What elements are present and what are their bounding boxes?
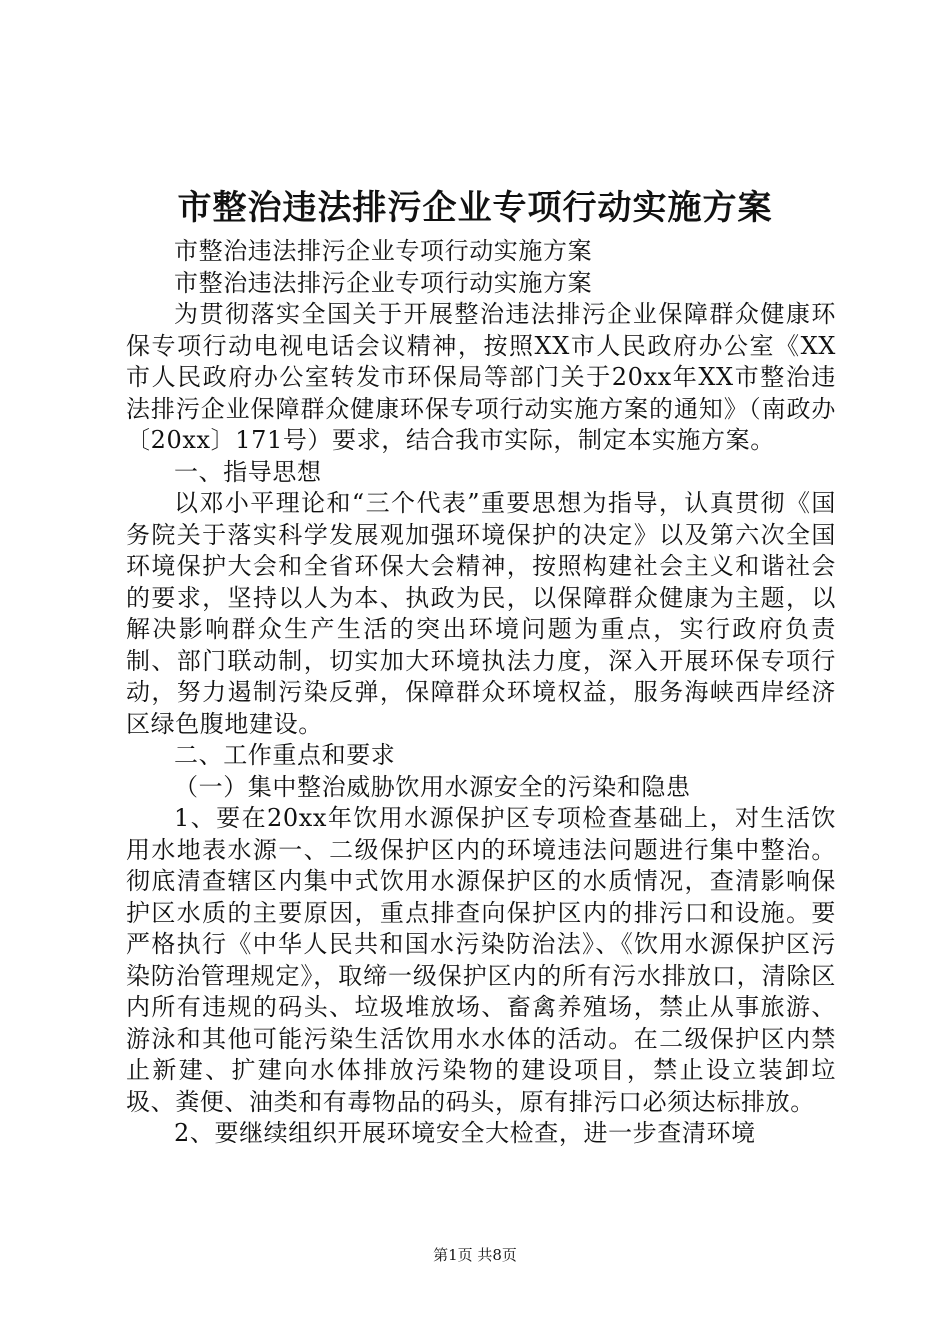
paragraph: 市整治违法排污企业专项行动实施方案	[174, 268, 593, 297]
document-body	[126, 236, 836, 1150]
paragraph: 2、要继续组织开展环境安全大检查，进一步查清环境	[174, 1119, 756, 1147]
paragraph: 市整治违法排污企业专项行动实施方案	[174, 237, 593, 265]
document-title: 市整治违法排污企业专项行动实施方案	[177, 188, 773, 228]
subsection-heading: （一）集中整治威胁饮用水源安全的污染和隐患	[174, 772, 691, 801]
section-heading: 二、工作重点和要求	[174, 741, 396, 769]
page-number-footer: 第1页 共8页	[433, 1246, 517, 1264]
paragraph: 为贯彻落实全国关于开展整治违法排污企业保障群众健康环保专项行动电视电话会议精神，按照XX市人民政府办公室《XX市人民政府办公室转发市环保局等部门关于20xx年XX市整治违法排污企业保障群众健康环保专项行动实施方案的通知》（南政办〔20xx〕171号）要求，结合我市实际，制定本实施方案。	[126, 300, 836, 454]
section-heading: 一、指导思想	[174, 457, 322, 486]
paragraph: 1、要在20xx年饮用水源保护区专项检查基础上，对生活饮用水地表水源一、二级保护区内的环境违法问题进行集中整治。彻底清查辖区内集中式饮用水源保护区的水质情况，查清影响保护区水质的主要原因，重点排查向保护区内的排污口和设施。要严格执行《中华人民共和国水污染防治法》、《饮用水源保护区污染防治管理规定》，取缔一级保护区内的所有污水排放口，清除区内所有违规的码头、垃圾堆放场、畜禽养殖场，禁止从事旅游、游泳和其他可能污染生活饮用水水体的活动。在二级保护区内禁止新建、扩建向水体排放污染物的建设项目，禁止设立装卸垃圾、粪便、油类和有毒物品的码头，原有排污口必须达标排放。	[126, 804, 836, 1116]
paragraph: 以邓小平理论和“三个代表”重要思想为指导，认真贯彻《国务院关于落实科学发展观加强环境保护的决定》以及第六次全国环境保护大会和全省环保大会精神，按照构建社会主义和谐社会的要求，坚持以人为本、执政为民，以保障群众健康为主题，以解决影响群众生产生活的突出环境问题为重点，实行政府负责制、部门联动制，切实加大环境执法力度，深入开展环保专项行动，努力遏制污染反弹，保障群众环境权益，服务海峡西岸经济区绿色腹地建设。	[126, 489, 836, 738]
